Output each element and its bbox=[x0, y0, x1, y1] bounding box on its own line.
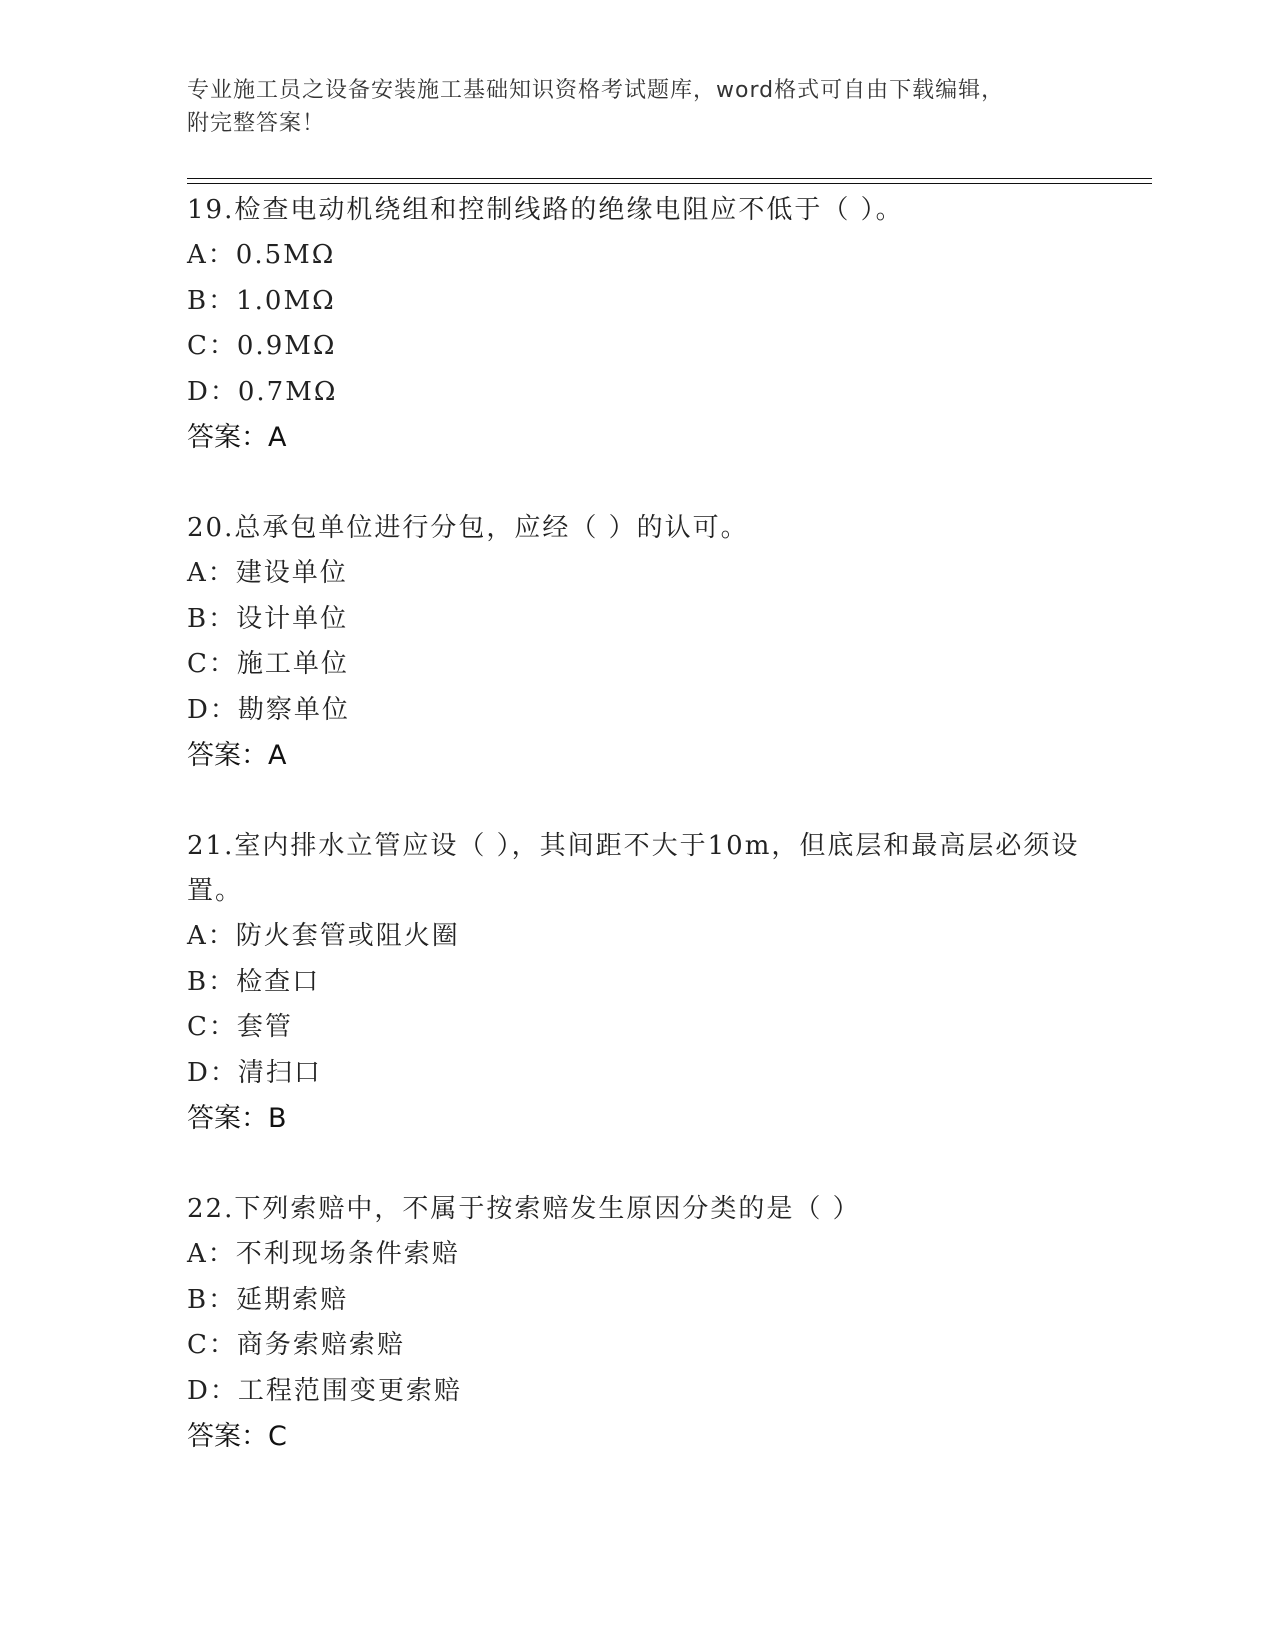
header-line-2: 附完整答案！ bbox=[187, 111, 326, 136]
option-b: B：延期索赔 bbox=[187, 1284, 349, 1315]
document-header bbox=[187, 74, 1087, 140]
option-d: D：勘察单位 bbox=[187, 694, 350, 725]
option-b: B：检查口 bbox=[187, 966, 321, 997]
question-stem: 20.总承包单位进行分包，应经（ ）的认可。 bbox=[187, 513, 749, 543]
option-c: C：施工单位 bbox=[187, 649, 349, 679]
question-stem: 21.室内排水立管应设（ ），其间距不大于10m，但底层和最高层必须设置。 bbox=[187, 831, 1080, 906]
answer: 答案：C bbox=[187, 1421, 287, 1452]
header-divider-bottom bbox=[187, 183, 1152, 184]
option-c: C：套管 bbox=[187, 1012, 293, 1042]
answer: 答案：A bbox=[187, 740, 287, 771]
header-line-1: 专业施工员之设备安装施工基础知识资格考试题库，word格式可自由下载编辑， bbox=[187, 78, 1005, 103]
question-20 bbox=[187, 506, 1107, 778]
option-a: A：不利现场条件索赔 bbox=[187, 1239, 460, 1269]
answer: 答案：A bbox=[187, 422, 287, 453]
question-19 bbox=[187, 188, 1107, 460]
question-stem: 22.下列索赔中，不属于按索赔发生原因分类的是（ ） bbox=[187, 1194, 861, 1224]
option-a: A：0.5MΩ bbox=[187, 240, 336, 270]
option-a: A：建设单位 bbox=[187, 558, 348, 588]
header-divider-top bbox=[187, 178, 1152, 179]
option-c: C：商务索赔索赔 bbox=[187, 1330, 405, 1360]
answer: 答案：B bbox=[187, 1103, 287, 1134]
option-d: D：0.7MΩ bbox=[187, 376, 338, 407]
question-stem: 19.检查电动机绕组和控制线路的绝缘电阻应不低于（ ）。 bbox=[187, 195, 904, 225]
option-d: D：清扫口 bbox=[187, 1057, 322, 1088]
option-b: B：1.0MΩ bbox=[187, 285, 336, 316]
question-22 bbox=[187, 1187, 1107, 1459]
option-c: C：0.9MΩ bbox=[187, 331, 337, 361]
option-b: B：设计单位 bbox=[187, 603, 349, 634]
option-a: A：防火套管或阻火圈 bbox=[187, 921, 460, 951]
question-21 bbox=[187, 824, 1107, 1141]
option-d: D：工程范围变更索赔 bbox=[187, 1375, 462, 1406]
